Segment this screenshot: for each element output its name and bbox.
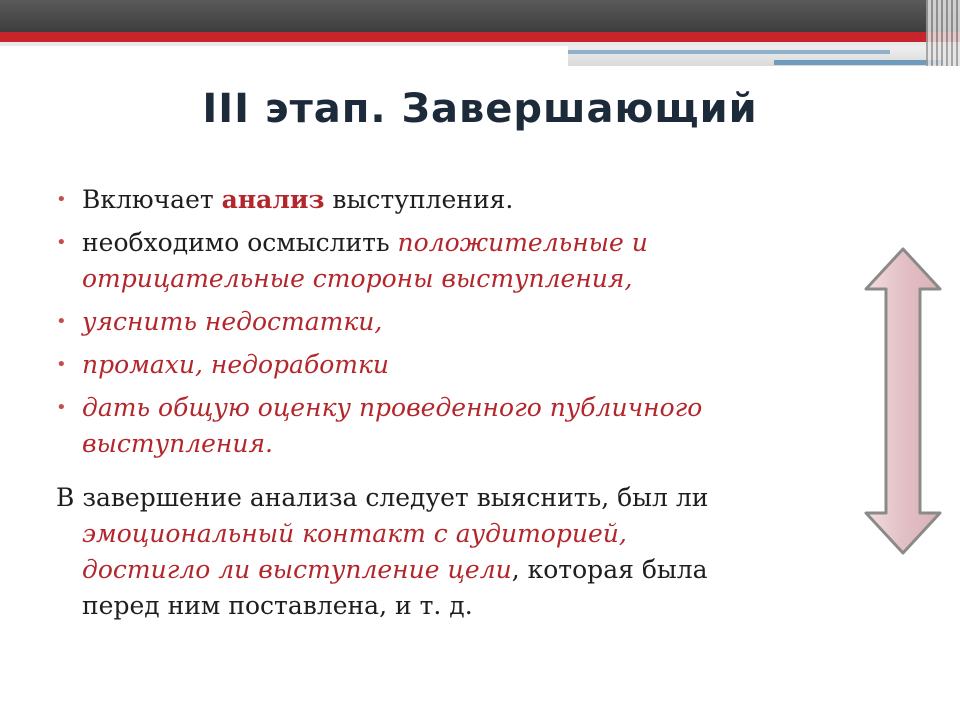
bullet-highlight: анализ (221, 185, 325, 214)
bullet-highlight: положительные и отрицательные стороны выступления, (82, 228, 648, 293)
header-decor-stripes (926, 0, 960, 66)
bullet-highlight: дать общую оценку проведенного публичного выступления. (82, 393, 703, 458)
slide-body (56, 182, 846, 624)
bullet-list (56, 182, 846, 462)
paragraph-highlight: эмоциональный контакт с аудиторией, (82, 519, 627, 548)
bullet-dot-icon: • (56, 397, 67, 418)
double-vertical-arrow-icon (862, 245, 944, 557)
bullet-dot-icon: • (56, 354, 67, 375)
bullet-dot-icon: • (56, 311, 67, 332)
bullet-item (56, 347, 846, 383)
paragraph-line: В завершение анализа следует выяснить, был ли (56, 483, 709, 512)
paragraph-line: перед ним поставлена, и т. д. (82, 591, 473, 620)
paragraph-line: , которая была (511, 555, 708, 584)
paragraph-indent (56, 516, 846, 624)
bullet-highlight: промахи, недоработки (82, 350, 389, 379)
header-bar (0, 0, 960, 32)
header-decor-blue-line-2 (774, 60, 942, 65)
header-decor-blue-line (568, 50, 890, 54)
bullet-highlight: уяснить недостатки, (82, 307, 383, 336)
summary-paragraph (56, 480, 846, 624)
bullet-text: Включает (82, 185, 222, 214)
bullet-item (56, 182, 846, 218)
slide-title: III этап. Завершающий (202, 86, 758, 132)
bullet-item (56, 304, 846, 340)
paragraph-highlight: достигло ли выступление цели (82, 555, 512, 584)
bullet-text: необходимо осмыслить (82, 228, 398, 257)
bullet-text: выступления. (324, 185, 514, 214)
bullet-item (56, 225, 846, 297)
bullet-item (56, 390, 846, 462)
bullet-dot-icon: • (56, 232, 67, 253)
header-red-stripe (0, 32, 960, 42)
bullet-dot-icon: • (56, 189, 67, 210)
